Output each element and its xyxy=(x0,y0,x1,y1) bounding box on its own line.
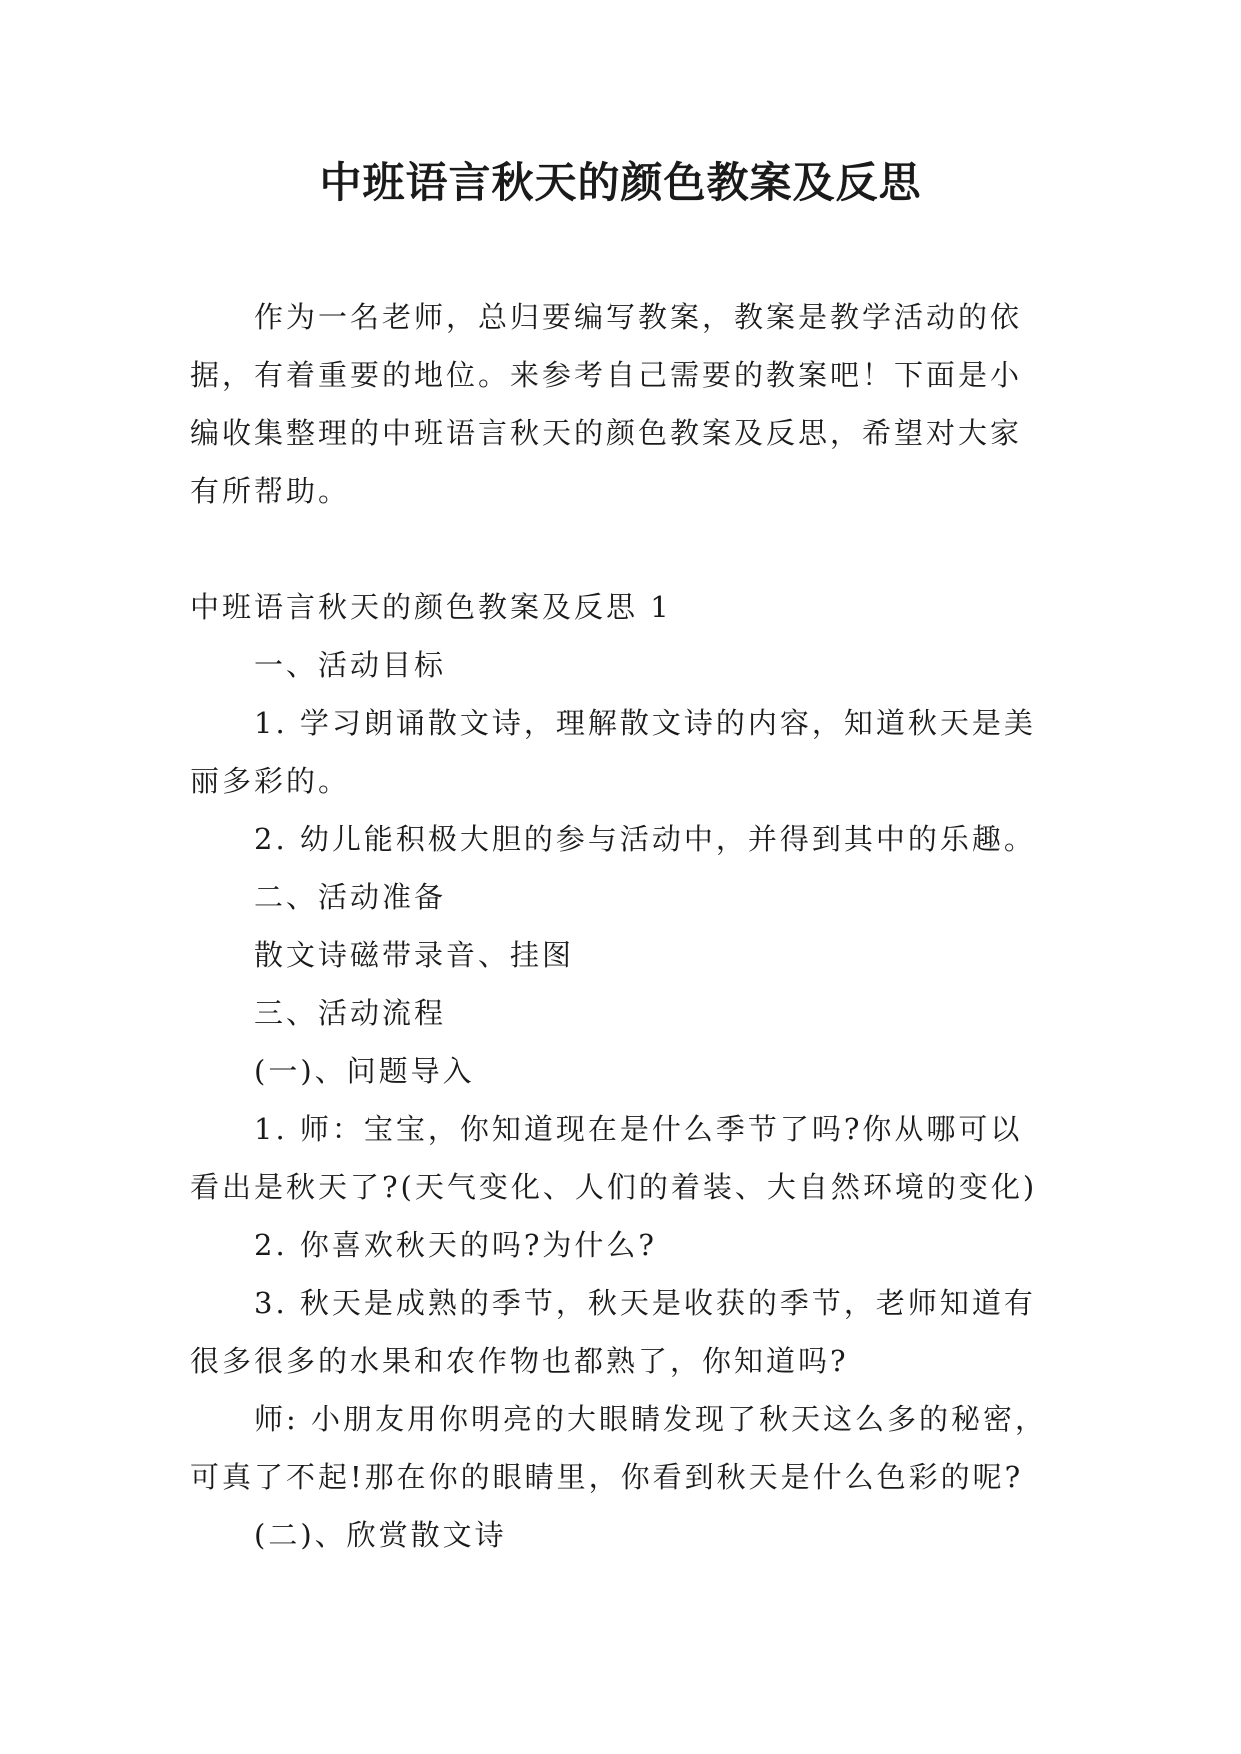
paragraph-prep-materials: 散文诗磁带录音、挂图 xyxy=(254,938,575,972)
paragraph-question-1: 1. 师：宝宝，你知道现在是什么季节了吗?你从哪可以看出是秋天了?(天气变化、人们的着装、大自然环境的变化) xyxy=(190,1112,1038,1204)
intro-paragraph: 作为一名老师，总归要编写教案，教案是教学活动的依据，有着重要的地位。来参考自己需要的教案吧！下面是小编收集整理的中班语言秋天的颜色教案及反思，希望对大家有所帮助。 xyxy=(190,300,1023,508)
paragraph-process-heading: 三、活动流程 xyxy=(254,996,447,1030)
paragraph-appreciate-heading: (二)、欣赏散文诗 xyxy=(254,1518,507,1552)
paragraph-question-2: 2. 你喜欢秋天的吗?为什么? xyxy=(254,1228,657,1262)
paragraph-goals-heading: 一、活动目标 xyxy=(254,648,447,682)
document-body xyxy=(190,288,1050,1564)
paragraph-goal-1: 1. 学习朗诵散文诗，理解散文诗的内容，知道秋天是美丽多彩的。 xyxy=(190,706,1036,798)
paragraph-teacher-remark: 师: 小朋友用你明亮的大眼睛发现了秋天这么多的秘密，可真了不起!那在你的眼睛里，你看到秋天是什么色彩的呢? xyxy=(190,1402,1047,1494)
section-title: 中班语言秋天的颜色教案及反思 1 xyxy=(190,590,672,624)
paragraph-goal-2: 2. 幼儿能积极大胆的参与活动中，并得到其中的乐趣。 xyxy=(254,822,1036,856)
paragraph-prep-heading: 二、活动准备 xyxy=(254,880,447,914)
document-title: 中班语言秋天的颜色教案及反思 xyxy=(319,158,922,207)
paragraph-question-3: 3. 秋天是成熟的季节，秋天是收获的季节，老师知道有很多很多的水果和农作物也都熟了，你知道吗? xyxy=(190,1286,1036,1378)
paragraph-intro-question-heading: (一)、问题导入 xyxy=(254,1054,475,1088)
